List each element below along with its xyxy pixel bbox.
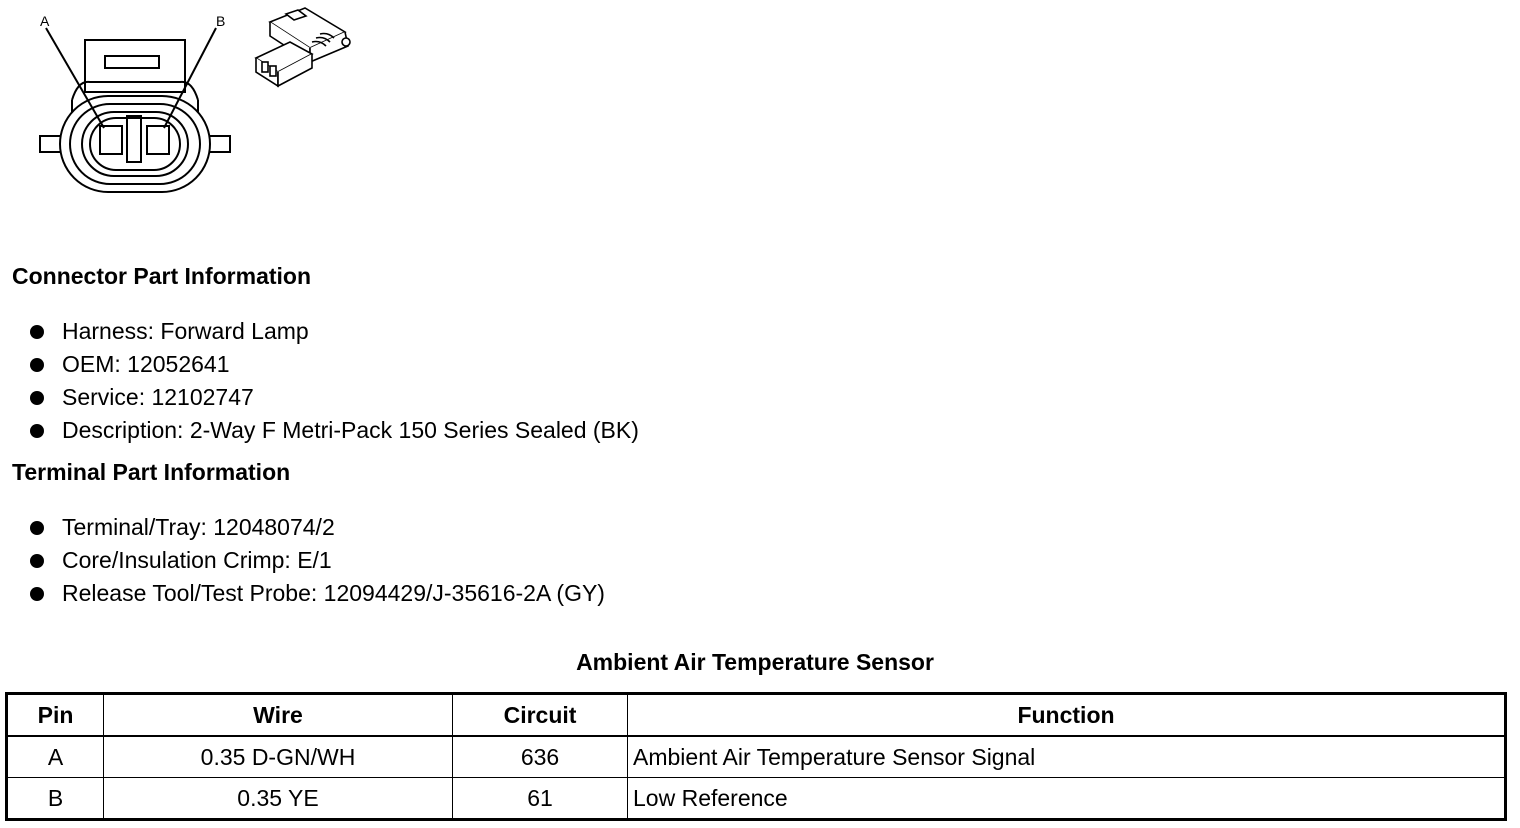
cell-pin: B <box>7 778 104 820</box>
connector-part-item-description: Description: 2-Way F Metri-Pack 150 Series Sealed (BK) <box>28 414 639 447</box>
cell-circuit: 636 <box>453 736 628 778</box>
terminal-part-item-terminal-tray: Terminal/Tray: 12048074/2 <box>28 511 605 544</box>
pinout-table <box>5 692 1507 821</box>
connector-part-item-oem: OEM: 12052641 <box>28 348 639 381</box>
column-header-pin: Pin <box>7 694 104 737</box>
column-header-wire: Wire <box>104 694 453 737</box>
cell-wire: 0.35 D-GN/WH <box>104 736 453 778</box>
table-row <box>7 778 1506 820</box>
terminal-part-list <box>28 511 605 610</box>
column-header-function: Function <box>628 694 1506 737</box>
pin-label-b: B <box>216 13 226 29</box>
cell-wire: 0.35 YE <box>104 778 453 820</box>
cell-circuit: 61 <box>453 778 628 820</box>
connector-part-heading: Connector Part Information <box>12 263 312 289</box>
pinout-table-title: Ambient Air Temperature Sensor <box>576 649 934 675</box>
cell-pin: A <box>7 736 104 778</box>
connector-part-item-service: Service: 12102747 <box>28 381 639 414</box>
table-header-row <box>7 694 1506 737</box>
cell-function: Low Reference <box>628 778 1506 820</box>
terminal-part-item-release-tool: Release Tool/Test Probe: 12094429/J-35616-2A (GY) <box>28 577 605 610</box>
connector-end-view-diagram <box>30 8 240 208</box>
terminal-part-item-crimp: Core/Insulation Crimp: E/1 <box>28 544 605 577</box>
terminal-part-heading: Terminal Part Information <box>12 459 291 485</box>
table-row <box>7 736 1506 778</box>
connector-3d-illustration <box>250 2 360 92</box>
pin-label-a: A <box>40 13 50 29</box>
connector-part-item-harness: Harness: Forward Lamp <box>28 315 639 348</box>
connector-part-list <box>28 315 639 447</box>
cell-function: Ambient Air Temperature Sensor Signal <box>628 736 1506 778</box>
column-header-circuit: Circuit <box>453 694 628 737</box>
